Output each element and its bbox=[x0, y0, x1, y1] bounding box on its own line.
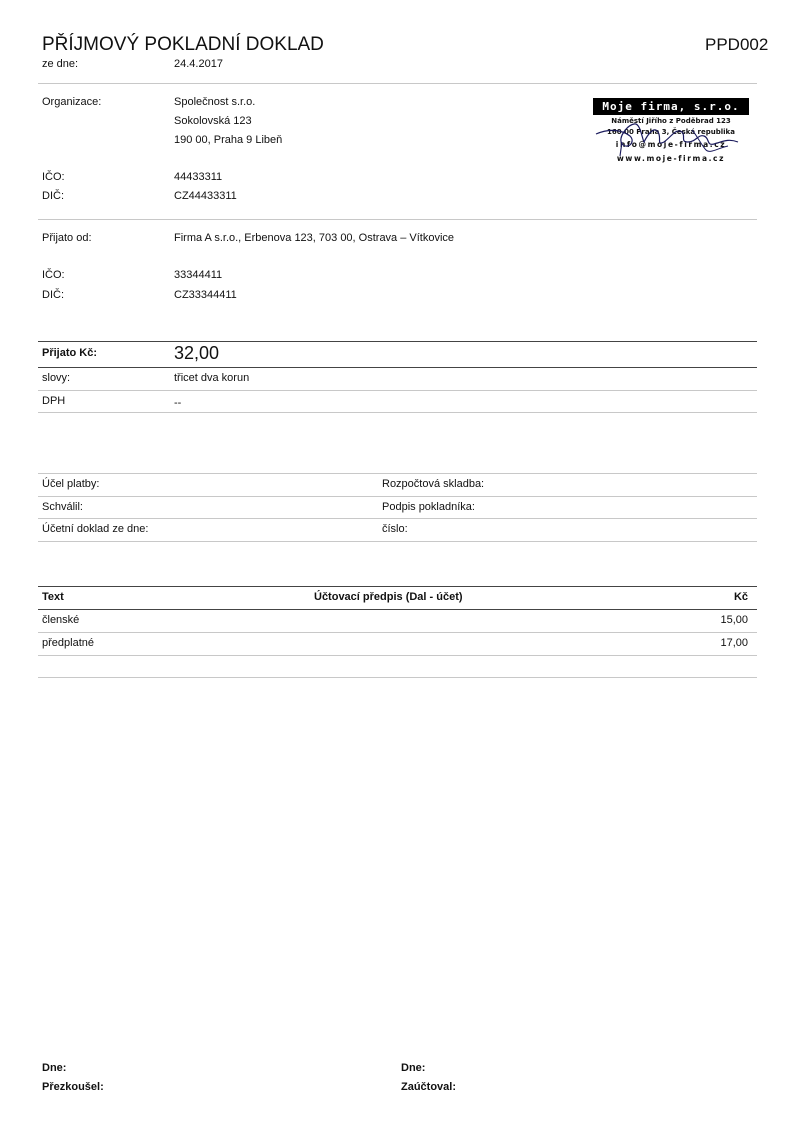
received-amount-label: Přijato Kč: bbox=[42, 347, 98, 359]
table-header-border bbox=[38, 609, 757, 610]
organization-street: Sokolovská 123 bbox=[174, 115, 252, 127]
vat-label: DPH bbox=[42, 395, 66, 407]
footer-right-date-label: Dne: bbox=[401, 1062, 426, 1074]
organization-ico: 44433311 bbox=[174, 171, 223, 183]
column-header-accounting: Účtovací předpis (Dal - účet) bbox=[314, 591, 463, 603]
footer-posted-by-label: Zaúčtoval: bbox=[401, 1081, 457, 1093]
date-label: ze dne: bbox=[42, 58, 79, 70]
signature-scribble bbox=[592, 112, 752, 162]
row-amount: 15,00 bbox=[720, 614, 748, 626]
divider bbox=[38, 677, 757, 678]
organization-ico-label: IČO: bbox=[42, 171, 65, 183]
organization-dic-label: DIČ: bbox=[42, 190, 64, 202]
footer-left-date-label: Dne: bbox=[42, 1062, 67, 1074]
footer-checked-by-label: Přezkoušel: bbox=[42, 1081, 104, 1093]
approved-label: Schválil: bbox=[42, 501, 83, 513]
divider bbox=[38, 219, 757, 220]
divider bbox=[38, 655, 757, 656]
budget-label: Rozpočtová skladba: bbox=[382, 478, 485, 490]
document-number: PPD002 bbox=[705, 35, 769, 54]
stamp-address-city: 160 00 Praha 3, Česká republika bbox=[607, 128, 735, 136]
payer-label: Přijato od: bbox=[42, 232, 92, 244]
row-text: předplatné bbox=[42, 637, 94, 649]
divider bbox=[38, 390, 757, 391]
divider bbox=[38, 412, 757, 413]
stamp-address-street: Náměstí Jiřího z Poděbrad 123 bbox=[611, 117, 731, 125]
payer-dic-label: DIČ: bbox=[42, 289, 64, 301]
divider bbox=[38, 541, 757, 542]
divider bbox=[38, 496, 757, 497]
amount-in-words-label: slovy: bbox=[42, 372, 71, 384]
row-text: členské bbox=[42, 614, 80, 626]
divider bbox=[38, 83, 757, 84]
payer-dic: CZ33344411 bbox=[174, 289, 237, 301]
divider bbox=[38, 632, 757, 633]
cashier-signature-label: Podpis pokladníka: bbox=[382, 501, 475, 513]
document-title: PŘÍJMOVÝ POKLADNÍ DOKLAD bbox=[42, 34, 324, 55]
row-amount: 17,00 bbox=[720, 637, 748, 649]
vat-value: -- bbox=[174, 397, 182, 409]
column-header-amount: Kč bbox=[733, 591, 748, 603]
organization-city: 190 00, Praha 9 Libeň bbox=[174, 134, 283, 146]
organization-label: Organizace: bbox=[42, 96, 102, 108]
divider bbox=[38, 341, 757, 342]
purpose-label: Účel platby: bbox=[42, 478, 100, 490]
accounting-doc-number-label: číslo: bbox=[382, 523, 408, 535]
received-amount-value: 32,00 bbox=[174, 343, 220, 363]
divider bbox=[38, 367, 757, 368]
divider bbox=[38, 518, 757, 519]
organization-dic: CZ44433311 bbox=[174, 190, 237, 202]
date-value: 24.4.2017 bbox=[174, 58, 223, 70]
stamp-web: www.moje-firma.cz bbox=[616, 154, 726, 163]
stamp-email: info@moje-firma.cz bbox=[615, 140, 727, 149]
stamp-company-name: Moje firma, s.r.o. bbox=[593, 98, 749, 115]
organization-name: Společnost s.r.o. bbox=[174, 96, 256, 108]
table-top-border bbox=[38, 586, 757, 587]
accounting-doc-date-label: Účetní doklad ze dne: bbox=[42, 523, 149, 535]
payer-ico-label: IČO: bbox=[42, 269, 65, 281]
payer-value: Firma A s.r.o., Erbenova 123, 703 00, Ostrava – Vítkovice bbox=[174, 232, 455, 244]
column-header-text: Text bbox=[42, 591, 64, 603]
divider bbox=[38, 473, 757, 474]
amount-in-words-value: třicet dva korun bbox=[174, 372, 250, 384]
payer-ico: 33344411 bbox=[174, 269, 223, 281]
